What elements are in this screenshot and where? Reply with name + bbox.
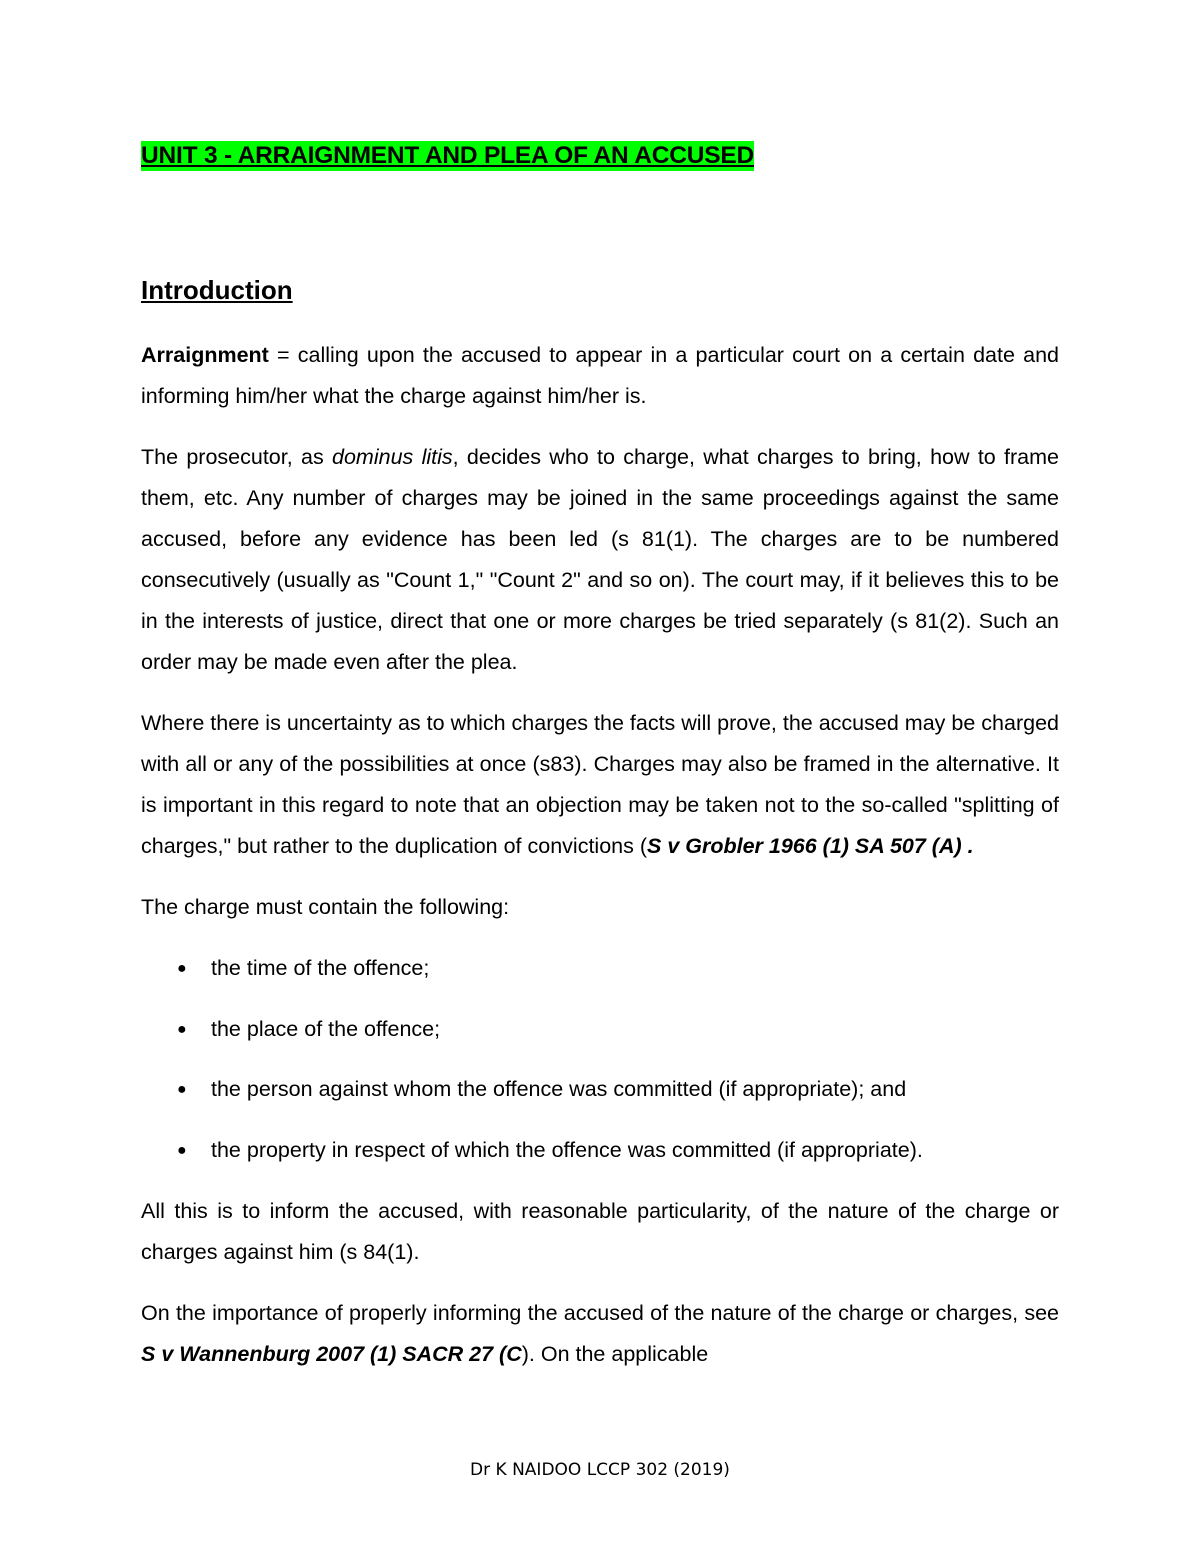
document-body [141,335,1059,1395]
section-heading: Introduction [141,275,293,305]
page-footer: Dr K NAIDOO LCCP 302 (2019) [470,1460,730,1480]
charge-requirements-list [141,948,1059,1171]
term-arraignment: Arraignment [141,343,269,367]
bullet-icon: ● [177,1141,187,1159]
bullet-icon: ● [177,960,187,977]
paragraph-arraignment [141,335,1059,417]
paragraph-charge-contents: The charge must contain the following: [141,895,510,919]
list-item [141,1009,1059,1050]
paragraph-inform: All this is to inform the accused, with reasonable particularity, of the nature of the charge or charges against him (s 84(1). [141,1198,1059,1264]
paragraph-importance [141,1293,1059,1375]
paragraph-text: ). On the applicable [521,1341,709,1366]
paragraph-text: Where there is uncertainty as to which charges the facts will prove, the accused may be charged with all or any of the possibilities at once (s83). Charges may also be framed in the alternative. It is important in this regard to note that an objection may be taken not to the so-called "splitting of charges," but rather to the duplication of convictions ( [141,711,1059,858]
list-item-text: the property in respect of which the offence was committed (if appropriate). [211,1137,923,1162]
paragraph-text: = calling upon the accused to appear in a particular court on a certain date and informing him/her what the charge against him/her is. [141,343,1059,408]
list-item-text: the place of the offence; [211,1016,441,1041]
italic-term: dominus litis [332,445,453,469]
case-citation: S v Wannenburg 2007 (1) SACR 27 (C [141,1341,522,1366]
list-item-text: the person against whom the offence was committed (if appropriate); and [211,1077,907,1101]
unit-title: UNIT 3 - ARRAIGNMENT AND PLEA OF AN ACCUSED [141,142,754,169]
list-item [141,1130,1059,1171]
paragraph-text: The prosecutor, as [141,445,333,469]
paragraph-uncertainty [141,703,1059,867]
bullet-icon: ● [177,1020,187,1038]
paragraph-text: , decides who to charge, what charges to bring, how to frame them, etc. Any number of charges may be joined in the same proceedings against the same accused, before any evidence has been led (s 81(1). The charges are to be numbered consecutively (usually as "Count 1," "Count 2" and so on). The court may, if it believes this to be in the interests of justice, direct that one or more charges be tried separately (s 81(2). Such an order may be made even after the plea. [141,445,1059,674]
list-item-text: the time of the offence; [211,956,430,980]
paragraph-text: On the importance of properly informing the accused of the nature of the charge or charges, see [141,1300,1059,1325]
list-item [141,948,1059,989]
bullet-icon: ● [177,1081,187,1098]
list-item [141,1069,1059,1110]
case-citation: S v Grobler 1966 (1) SA 507 (A) . [647,834,974,858]
paragraph-prosecutor [141,437,1059,683]
